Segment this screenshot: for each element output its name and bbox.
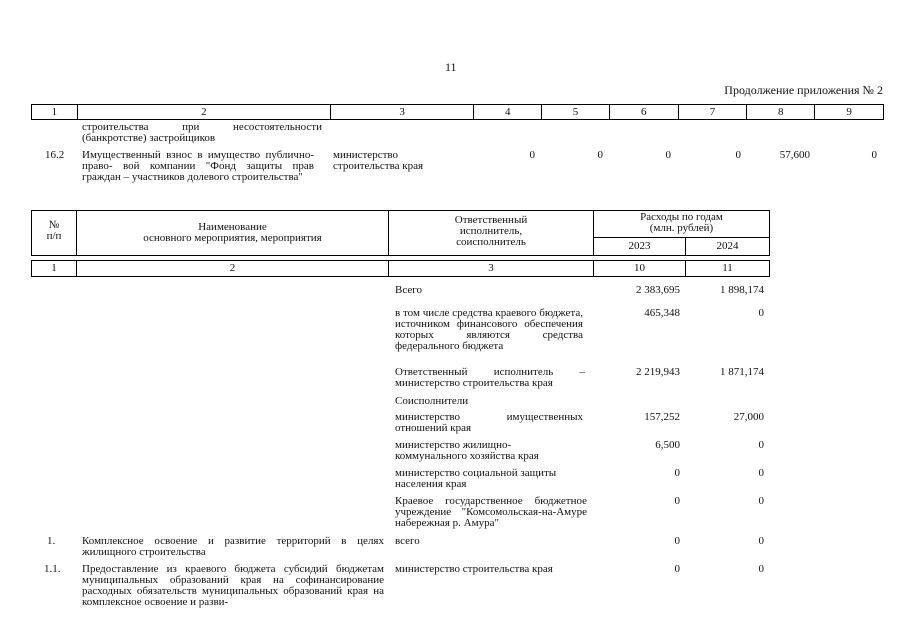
table2-resp-header: Ответственный исполнитель, соисполнитель	[454, 214, 528, 248]
table2-colnum-3: 3	[488, 262, 494, 274]
table2-name-header: Наименование основного мероприятия, мероприятия	[143, 221, 322, 244]
row-value-2024: 0	[758, 495, 764, 507]
row-16-2-col7: 0	[735, 149, 741, 161]
col-4: 4	[474, 105, 542, 120]
page-number: 11	[445, 60, 457, 74]
row-value-2024: 0	[758, 439, 764, 451]
row-responsible: министерство имущественных отношений края	[395, 411, 583, 434]
table2-year-2023: 2023	[628, 240, 651, 252]
table2-colnum-2: 2	[229, 262, 236, 274]
row-value-2023: 0	[674, 495, 680, 507]
row-responsible: министерство строительства края	[395, 563, 553, 575]
row-16-2-col9: 0	[871, 149, 877, 161]
row-value-2024: 1 871,174	[720, 366, 764, 378]
row-value-2024: 0	[758, 563, 764, 575]
row-16-2-responsible: министерство строительства края	[333, 149, 424, 172]
row-responsible: Соисполнители	[395, 395, 469, 407]
row-responsible: министерство жилищно-коммунального хозяйства края	[395, 439, 539, 462]
row-responsible: Ответственный исполнитель – министерство строительства края	[395, 366, 585, 389]
row-16-2-col5: 0	[597, 149, 603, 161]
continuation-label: Продолжение приложения № 2	[724, 83, 883, 97]
row-value-2023: 2 383,695	[636, 284, 680, 296]
row-name: Предоставление из краевого бюджета субсидий бюджетам муниципальных образований края на софинансирование расходных обязательств муниципальных образований края на комплексное освоение и разви-	[82, 563, 384, 608]
row-16-2-col4: 0	[529, 149, 535, 161]
previous-row-fragment: строительства при несостоятельности (банкротстве) застройщиков	[82, 121, 322, 144]
row-16-2-col6: 0	[665, 149, 671, 161]
table2-colnum-11: 11	[722, 262, 733, 274]
column-number-header	[31, 104, 884, 120]
row-value-2024: 0	[758, 307, 764, 319]
row-name: Комплексное освоение и развитие территорий в целях жилищного строительства	[82, 535, 384, 558]
col-9: 9	[815, 105, 884, 120]
row-value-2023: 0	[674, 563, 680, 575]
col-3: 3	[330, 105, 473, 120]
row-responsible: всего	[395, 535, 420, 547]
row-value-2023: 0	[674, 535, 680, 547]
row-value-2023: 6,500	[655, 439, 680, 451]
row-value-2023: 2 219,943	[636, 366, 680, 378]
row-responsible: Всего	[395, 284, 422, 296]
row-responsible: в том числе средства краевого бюджета, источником финансового обеспечения которых являются средства федерального бюджета	[395, 307, 583, 352]
row-value-2023: 465,348	[644, 307, 680, 319]
row-responsible: министерство социальной защиты населения края	[395, 467, 557, 490]
row-16-2-col8: 57,600	[779, 149, 810, 161]
col-2: 2	[77, 105, 330, 120]
row-16-2-number: 16.2	[45, 149, 65, 161]
row-number: 1.	[47, 535, 56, 547]
row-number: 1.1.	[44, 563, 61, 575]
row-value-2024: 1 898,174	[720, 284, 764, 296]
col-7: 7	[678, 105, 747, 120]
col-5: 5	[542, 105, 610, 120]
row-16-2-name: Имущественный взнос в имущество публично-право- вой компании "Фонд защиты прав граждан – участников долевого строительства"	[82, 149, 314, 183]
table2-num-header: № п/п	[46, 219, 62, 242]
row-responsible: Краевое государственное бюджетное учреждение "Комсомольская-на-Амуре набережная р. Амура"	[395, 495, 587, 529]
col-8: 8	[747, 105, 815, 120]
row-value-2024: 27,000	[733, 411, 764, 423]
row-value-2023: 157,252	[644, 411, 680, 423]
row-value-2024: 0	[758, 535, 764, 547]
table2-year-2024: 2024	[716, 240, 739, 252]
row-value-2024: 0	[758, 467, 764, 479]
row-value-2023: 0	[674, 467, 680, 479]
table2-colnum-1: 1	[51, 262, 57, 274]
table2-expenses-header: Расходы по годам (млн. рублей)	[640, 211, 723, 234]
col-1: 1	[32, 105, 78, 120]
table2-colnum-10: 10	[634, 262, 645, 274]
col-6: 6	[609, 105, 678, 120]
